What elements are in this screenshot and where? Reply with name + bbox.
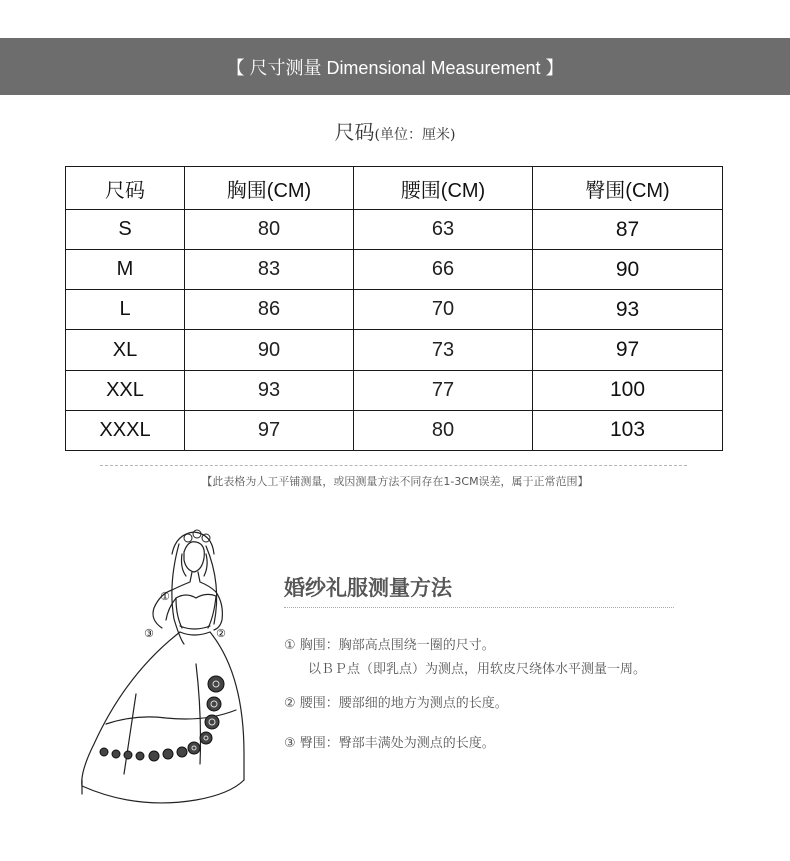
table-row [66, 410, 723, 450]
header-waist: 腰围(CM) [354, 167, 533, 210]
cell-bust: 93 [185, 370, 354, 410]
cell-bust: 86 [185, 290, 354, 330]
cell-size: L [66, 290, 185, 330]
table-subtitle [0, 116, 790, 145]
cell-waist: 73 [354, 330, 533, 370]
measurement-note: 【此表格为人工平铺测量，或因测量方法不同存在1-3CM误差，属于正常范围】 [201, 475, 589, 488]
cell-hip: 103 [533, 410, 723, 450]
cell-waist: 77 [354, 370, 533, 410]
cell-hip: 100 [533, 370, 723, 410]
marker-2: ② [216, 627, 226, 640]
cell-size: XXL [66, 370, 185, 410]
cell-waist: 80 [354, 410, 533, 450]
cell-bust: 83 [185, 250, 354, 290]
header-size: 尺码 [66, 167, 185, 210]
cell-size: XL [66, 330, 185, 370]
cell-waist: 70 [354, 290, 533, 330]
method-item-bust-detail: 以ＢＰ点（即乳点）为测点，用软皮尺绕体水平测量一周。 [308, 662, 647, 677]
table-row [66, 290, 723, 330]
dotted-divider [284, 607, 674, 608]
marker-1: ① [160, 590, 170, 603]
table-header-row [66, 167, 723, 210]
cell-hip: 93 [533, 290, 723, 330]
table-row [66, 250, 723, 290]
cell-size: S [66, 210, 185, 250]
wedding-dress-illustration [76, 524, 246, 814]
cell-size: M [66, 250, 185, 290]
section-banner [0, 38, 790, 95]
cell-bust: 80 [185, 210, 354, 250]
marker-3: ③ [144, 627, 154, 640]
table-row [66, 210, 723, 250]
cell-waist: 66 [354, 250, 533, 290]
header-bust: 胸围(CM) [185, 167, 354, 210]
header-hip: 臀围(CM) [533, 167, 723, 210]
method-item-bust: ① 胸围：胸部高点围绕一圈的尺寸。 [284, 638, 495, 653]
subtitle-unit: (单位：厘米) [374, 127, 456, 143]
table-row [66, 370, 723, 410]
table-row [66, 330, 723, 370]
dashed-divider [100, 465, 687, 466]
size-table [65, 166, 723, 451]
cell-hip: 90 [533, 250, 723, 290]
method-title: 婚纱礼服测量方法 [284, 576, 452, 600]
method-item-waist: ② 腰围：腰部细的地方为测点的长度。 [284, 696, 508, 711]
method-item-hip: ③ 臀围：臀部丰满处为测点的长度。 [284, 736, 495, 751]
cell-bust: 97 [185, 410, 354, 450]
cell-hip: 97 [533, 330, 723, 370]
cell-hip: 87 [533, 210, 723, 250]
subtitle-main: 尺码 [334, 120, 375, 144]
cell-waist: 63 [354, 210, 533, 250]
cell-size: XXXL [66, 410, 185, 450]
cell-bust: 90 [185, 330, 354, 370]
banner-title: 【 尺寸测量 Dimensional Measurement 】 [226, 57, 564, 78]
